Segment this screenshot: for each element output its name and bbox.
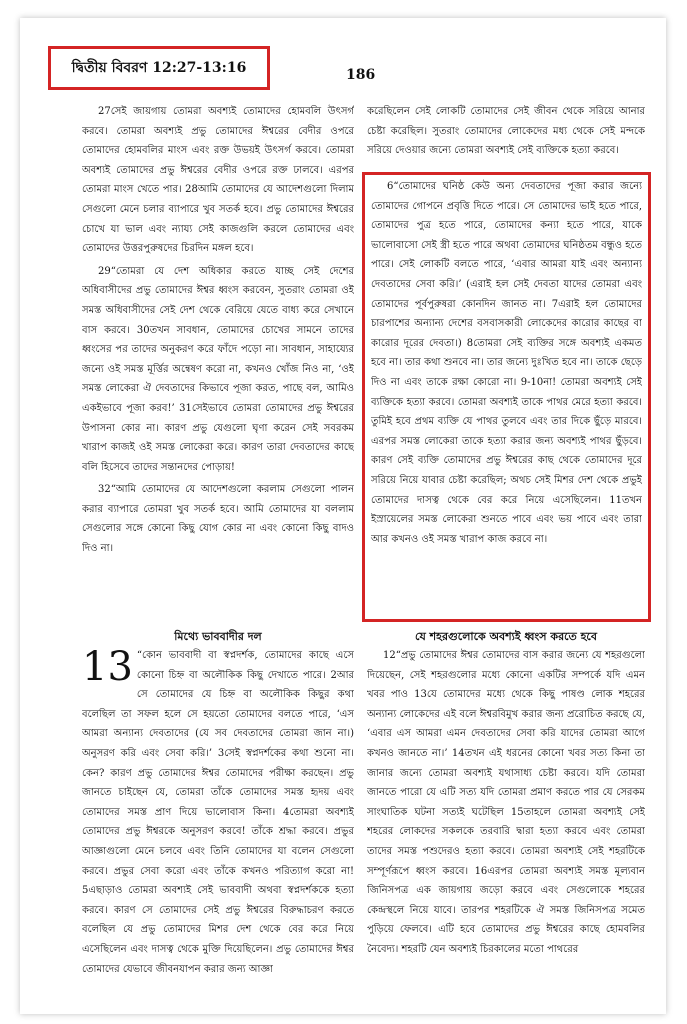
- verse-paragraph: 12“প্রভু তোমাদের ঈশ্বর তোমাদের বাস করার জন্যে যে শহরগুলো দিয়েছেন, সেই শহরগুলোর মধ্যে কোনো একটির সম্পর্কে যদি এমন খবর পাও 13যে তোমাদের মধ্যে থেকে কিছু পাষণ্ড লোক শহরের অন্যান্য লোকেদের এই বলে ঈশ্বরবিমুখ করার জন্য প্ররোচিত করছে যে, ‘এবার এস আমরা এমন দেবতাদের সেবা করি যাদের তোমরা আগে কখনও জানতে না।’ 14তখন এই ধরনের কোনো খবর সত্য কিনা তা জানার জন্যে তোমরা অবশ্যই যথাসাধ্য চেষ্টা করবে। যদি তোমরা জানতে পারো যে এটি সত্য যদি তোমরা প্রমাণ করতে পার যে সেরকম সাংঘাতিক ঘটনা সত্যই ঘটেছিল 15তাহলে তোমরা অবশ্যই সেই শহরের লোকদের সকলকে তরবারি দ্বারা হত্যা করবে এবং তোমরা তাদের সমস্ত পশুদেরও হত্যা করবে। তোমরা অবশ্যই সেই শহরটিকে সম্পূর্ণরূপে ধ্বংস করবে। 16এরপর তোমরা অবশ্যই সমস্ত মূল্যবান জিনিসপত্র এক জায়গায় জড়ো করবে এবং সেগুলোকে শহরের কেন্দ্রস্থলে নিয়ে যাবে। তারপর শহরটিকে ঐ সমস্ত জিনিসপত্র সমেত পুড়িয়ে ফেলবে। এটি হবে তোমাদের প্রভু ঈশ্বরের কাছে হোমবলির নৈবেদ্য। শহরটি যেন অবশ্যই চিরকালের মতো পাথরের: [367, 650, 645, 955]
- section-heading-cities-destroyed: যে শহরগুলোকে অবশ্যই ধ্বংস করতে হবে: [415, 630, 597, 643]
- bible-page: [20, 18, 666, 1014]
- verse-paragraph: 29“তোমরা যে দেশ অধিকার করতে যাচ্ছ সেই দেশের অধিবাসীদের প্রভু তোমাদের ঈশ্বর ধ্বংস করবেন, সুতরাং তোমরা ওই সমস্ত অধিবাসীদের সেই দেশ থেকে বেরিয়ে যেতে বাধ্য করে সেখানে বাস করবে। 30তখন সাবধান, তোমাদের চোখের সামনে তাদের ধ্বংসের পর তাদের অনুকরণ করে ফাঁদে পড়ো না। সাবধান, সাহায্যের জন্যে ওই সমস্ত মূর্ত্তির অন্বেষণ করো না, কখনও খোঁজ নিও না, ‘ওই সমস্ত লোকেরা ঐ দেবতাদের কিভাবে পূজা করত, পাছে বল, আমিও একইভাবে পূজা করব!’ 31সেইভাবে তোমরা তোমাদের প্রভু ঈশ্বরের উপাসনা কোর না। কারণ প্রভু যেগুলো ঘৃণা করেন সেই সবরকম খারাপ কাজই ওই সমস্ত লোকেরা করে। কারণ তারা দেবতাদের কাছে বলি হিসেবে তাদের সন্তানদের পোড়ায়!: [82, 265, 354, 473]
- verse-paragraph: “কোন ভাববাদী বা স্বপ্নদর্শক, তোমাদের কাছে এসে কোনো চিহ্ন বা অলৌকিক কিছু দেখাতে পারে। 2আর সে তোমাদের যে চিহ্ন বা অলৌকিক কিছুর কথা বলেছিল তা সফল হলে সে হয়তো তোমাদের বলতে পারে, ‘এস আমরা অন্যান্য দেবতাদের (যে সব দেবতাদের তোমরা জান না।) অনুসরণ করি এবং সেবা করি।’ 3সেই স্বপ্নদর্শকের কথা শুনো না। কেন? কারণ প্রভু তোমাদের ঈশ্বর তোমাদের পরীক্ষা করছেন। প্রভু জানতে চাইছেন যে, তোমরা তাঁকে তোমাদের সমস্ত হৃদয় এবং তোমাদের সমস্ত প্রাণ দিয়ে ভালোবাস কিনা। 4তোমরা অবশ্যই তোমাদের প্রভু ঈশ্বরকে অনুসরণ করবে! তাঁকে শ্রদ্ধা করবে। প্রভুর আজ্ঞাগুলো মেনে চলবে এবং তিনি তোমাদের যা বলেন সেগুলো করবে। প্রভুর সেবা করো এবং তাঁকে কখনও পরিত্যাগ করো না! 5এছাড়াও তোমরা অবশ্যই সেই ভাববাদী অথবা স্বপ্নদর্শককে হত্যা করবে। কারণ সে তোমাদের সেই প্রভু ঈশ্বরের বিরুদ্ধাচরণ করতে বলেছিল যে প্রভু তোমাদের মিশর দেশ থেকে বের করে নিয়ে এসেছিলেন এবং দাসত্ব থেকে মুক্তি দিয়েছিলেন। প্রভু তোমাদের ঈশ্বর তোমাদের যেভাবে জীবনযাপন করার জন্য আজ্ঞা: [82, 650, 354, 975]
- verse-paragraph: করেছিলেন সেই লোকটি তোমাদের সেই জীবন থেকে সরিয়ে আনার চেষ্টা করেছিল। সুতরাং তোমাদের লোকেদের মধ্য থেকে সেই মন্দকে সরিয়ে দেওয়ার জন্যে তোমরা অবশ্যই সেই ব্যক্তিকে হত্যা করবে।: [367, 106, 645, 157]
- verse-paragraph: 32“আমি তোমাদের যে আদেশগুলো করলাম সেগুলো পালন করার ব্যাপারে তোমরা খুব সতর্ক হবে। আমি তোমাদের যা বললাম সেগুলোর সঙ্গে কোনো কিছু যোগ কোর না এবং কোনো কিছু বাদও দিও না।: [82, 484, 354, 555]
- chapter-number: 13: [82, 646, 133, 690]
- highlighted-passage-box: [362, 172, 651, 622]
- verse-paragraph: 6“তোমাদের ঘনিষ্ঠ কেউ অন্য দেবতাদের পূজা করার জন্যে তোমাদের গোপনে প্রবৃত্তি দিতে পারে। সে তোমাদের ভাই হতে পারে, তোমাদের পুত্র হতে পারে, তোমাদের কন্যা হতে পারে, যাকে ভালোবাসো সেই স্ত্রী হতে পারে অথবা তোমাদের ঘনিষ্ঠতম বন্ধুও হতে পারে। সেই লোকটি বলতে পারে, ‘এবার আমরা যাই এবং অন্যান্য দেবতাদের সেবা করি।’ (এরাই হল সেই দেবতা যাদের তোমরা এবং তোমাদের পূর্বপুরুষরা কোনদিন জানত না। 7এরাই হল তোমাদের চারপাশের অন্যান্য দেশের বসবাসকারী লোকেদের কারোর কাছের বা কারোর দূরের দেবতা।) 8তোমরা সেই ব্যক্তির সঙ্গে অবশ্যই একমত হবে না। তার কথা শুনবে না। তার জন্যে দুঃখিত হবে না। তাকে ছেড়ে দিও না এবং তাকে রক্ষা কোরো না। 9-10না! তোমরা অবশ্যই সেই ব্যক্তিকে হত্যা করবে। তোমরা অবশ্যই তাকে পাথর মেরে হত্যা করবে। তুমিই হবে প্রথম ব্যক্তি যে পাথর তুলবে এবং তার দিকে ছুঁড়ে মারবে। এরপর সমস্ত লোকেরা তাকে হত্যা করার জন্য অবশ্যই পাথর ছুঁড়বে। কারণ সেই ব্যক্তি তোমাদের প্রভু ঈশ্বরের কাছ থেকে তোমাদের দূরে সরিয়ে নিয়ে যাবার চেষ্টা করেছিল; অথচ সেই মিশর দেশ থেকে প্রভুই তোমাদের দাসত্ব থেকে বের করে নিয়ে এসেছিলেন। 11তখন ইস্রায়েলের সমস্ত লোকেরা শুনতে পাবে এবং ভয় পাবে এবং তারা আর কখনও ওই সমস্ত খারাপ কাজ করবে না।: [371, 181, 642, 545]
- left-column-top: [82, 102, 354, 637]
- right-column-top: [367, 102, 645, 160]
- right-column-bottom: [367, 646, 645, 1018]
- section-heading-false-prophets: মিথ্যে ভাববাদীর দল: [174, 630, 262, 643]
- chapter-reference-header: দ্বিতীয় বিবরণ 12:27-13:16: [48, 46, 270, 90]
- verse-paragraph: 27সেই জায়গায় তোমরা অবশ্যই তোমাদের হোমবলি উৎসর্গ করবে। তোমরা অবশ্যই প্রভু তোমাদের ঈশ্বরের বেদীর ওপরে তোমাদের হোমবলির মাংস এবং রক্ত উভয়ই উৎসর্গ করবে। তোমরা অবশ্যই তোমাদের প্রভু ঈশ্বরের বেদীর ওপরে রক্ত ঢালবে। এরপর তোমরা মাংস খেতে পার। 28আমি তোমাদের যে আদেশগুলো দিলাম সেগুলো মেনে চলার ব্যাপারে খুব সতর্ক হবে। প্রভু তোমাদের ঈশ্বরের চোখে যা ভাল এবং ন্যায্য সেই কাজগুলি করলে তোমাদের এবং তোমাদের উত্তরপুরুষদের চিরদিন মঙ্গল হবে।: [82, 106, 354, 255]
- page-number: 186: [346, 67, 376, 83]
- highlighted-passage: [371, 177, 642, 617]
- left-column-bottom: [82, 646, 354, 1018]
